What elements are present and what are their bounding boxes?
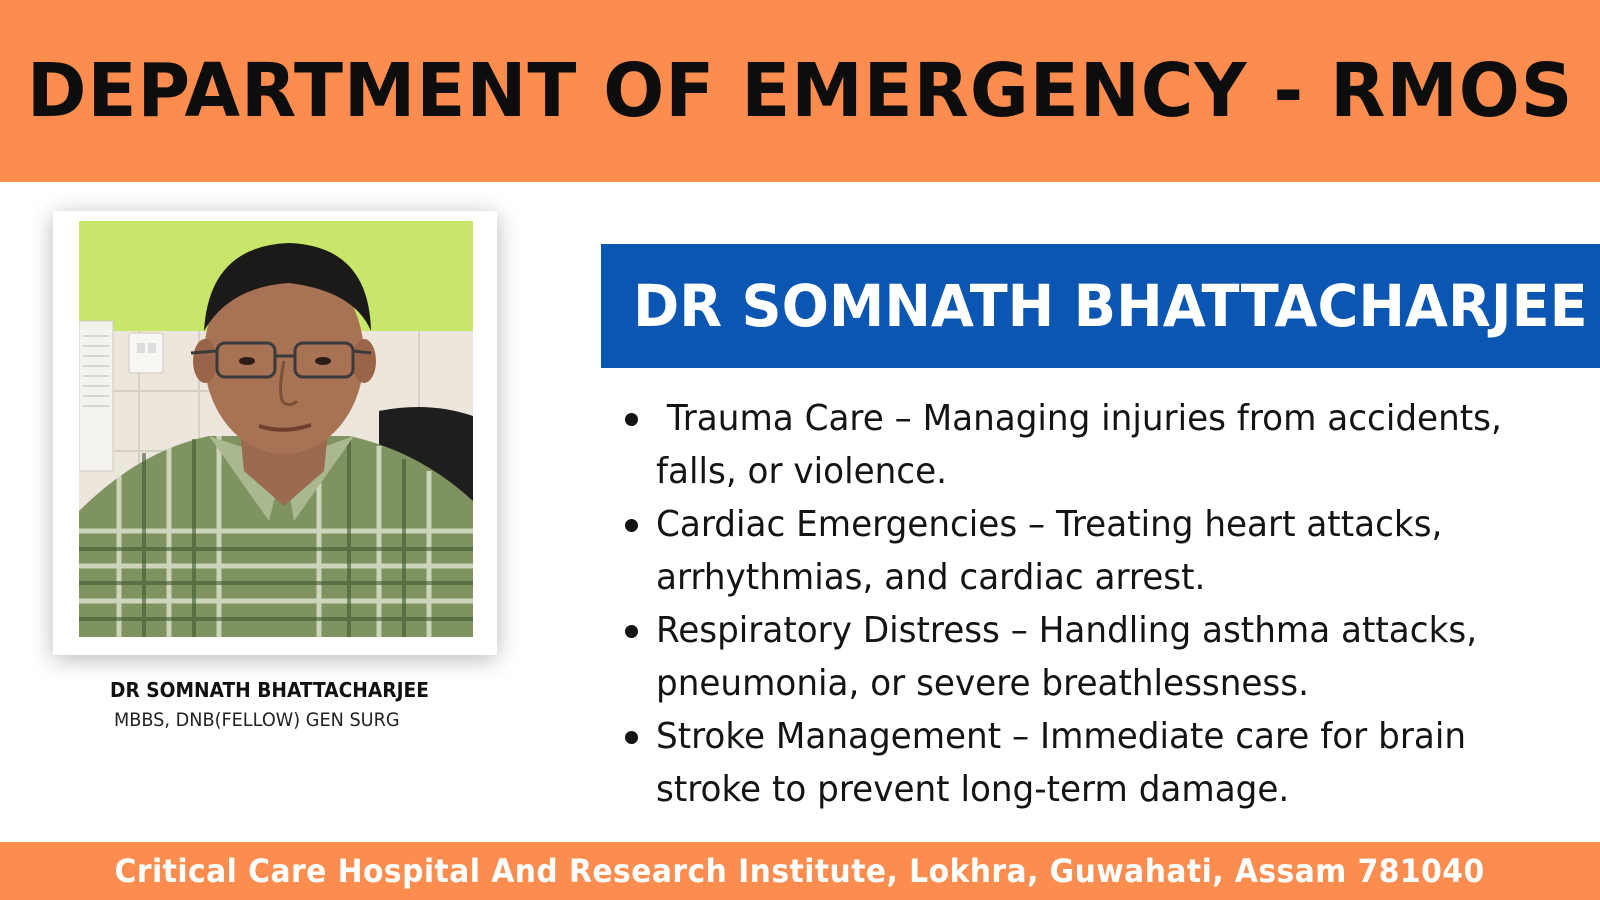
bullet-icon — [625, 519, 638, 532]
page-title: DEPARTMENT OF EMERGENCY - RMOS — [26, 48, 1574, 134]
bullet-icon — [625, 731, 638, 744]
header-banner — [0, 0, 1600, 182]
portrait-illustration — [79, 221, 473, 637]
list-item — [620, 498, 1580, 604]
bullet-icon — [625, 413, 638, 426]
list-item — [620, 710, 1580, 816]
caption-qualification: MBBS, DNB(FELLOW) GEN SURG — [114, 709, 400, 731]
service-text: Trauma Care – Managing injuries from accidents, falls, or violence. — [656, 398, 1513, 492]
photo-frame — [53, 211, 497, 655]
service-text: Respiratory Distress – Handling asthma attacks, pneumonia, or severe breathlessness. — [656, 610, 1478, 704]
bullet-icon — [625, 625, 638, 638]
doctor-portrait-photo — [79, 221, 473, 637]
doctor-name-banner — [601, 244, 1600, 368]
hospital-address: Critical Care Hospital And Research Institute, Lokhra, Guwahati, Assam 781040 — [114, 852, 1486, 890]
caption-doctor-name: DR SOMNATH BHATTACHARJEE — [110, 678, 429, 702]
service-text: Stroke Management – Immediate care for brain stroke to prevent long-term damage. — [656, 716, 1467, 810]
doctor-name-heading: DR SOMNATH BHATTACHARJEE — [633, 272, 1588, 340]
footer-banner — [0, 842, 1600, 900]
service-text: Cardiac Emergencies – Treating heart attacks, arrhythmias, and cardiac arrest. — [656, 504, 1443, 598]
list-item — [620, 604, 1580, 710]
list-item — [620, 392, 1580, 498]
services-list — [620, 392, 1580, 816]
